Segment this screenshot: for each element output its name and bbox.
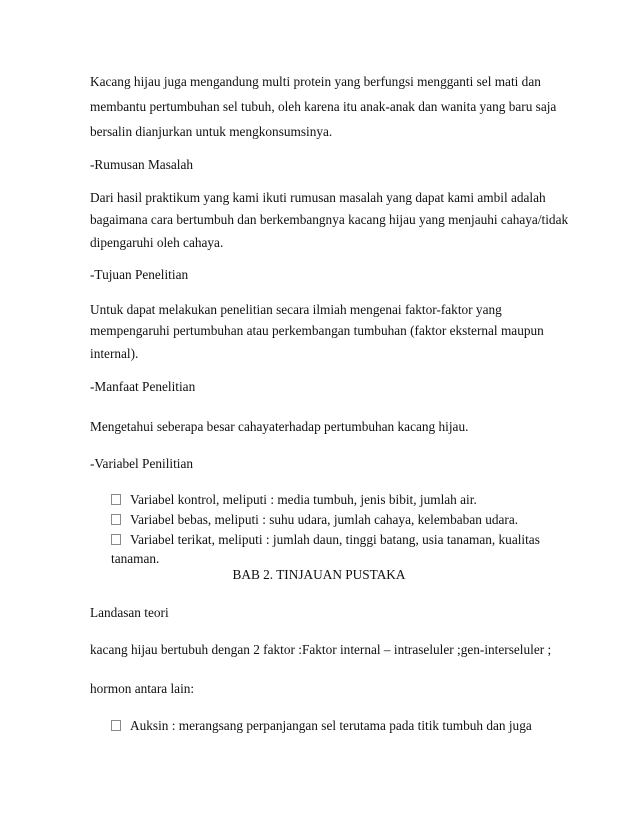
- paragraph-line: Dari hasil praktikum yang kami ikuti rumusan masalah yang dapat kami ambil adalah: [90, 190, 546, 205]
- list-item: [111, 718, 532, 734]
- paragraph-line: internal).: [90, 346, 139, 361]
- paragraph-line: bersalin dianjurkan untuk mengkonsumsinya.: [90, 124, 333, 139]
- bullet-box-icon: [111, 514, 121, 525]
- list-item: [111, 492, 477, 508]
- paragraph-line: mempengaruhi pertumbuhan atau perkembangan tumbuhan (faktor eksternal maupun: [90, 323, 544, 338]
- paragraph-line: Kacang hijau juga mengandung multi protein yang berfungsi mengganti sel mati dan: [90, 74, 541, 89]
- section-heading-rumusan: -Rumusan Masalah: [90, 157, 194, 172]
- section-heading-tujuan: -Tujuan Penelitian: [90, 267, 189, 282]
- bullet-box-icon: [111, 534, 121, 545]
- paragraph-line: dipengaruhi oleh cahaya.: [90, 235, 224, 250]
- list-item-text: Variabel terikat, meliputi : jumlah daun, tinggi batang, usia tanaman, kualitas: [130, 532, 540, 547]
- bullet-box-icon: [111, 494, 121, 505]
- paragraph-line: Untuk dapat melakukan penelitian secara ilmiah mengenai faktor-faktor yang: [90, 302, 502, 317]
- list-item-continuation: tanaman.: [111, 551, 160, 566]
- list-item: [111, 532, 540, 548]
- list-item-text: Variabel bebas, meliputi : suhu udara, jumlah cahaya, kelembaban udara.: [130, 512, 519, 527]
- section-heading-variabel: -Variabel Penilitian: [90, 456, 194, 471]
- bullet-box-icon: [111, 720, 121, 731]
- paragraph-line: bagaimana cara bertumbuh dan berkembangnya kacang hijau yang menjauhi cahaya/tidak: [90, 212, 569, 227]
- section-heading-manfaat: -Manfaat Penelitian: [90, 379, 196, 394]
- section-heading-landasan: Landasan teori: [90, 605, 169, 620]
- paragraph-line: Mengetahui seberapa besar cahayaterhadap pertumbuhan kacang hijau.: [90, 419, 469, 434]
- list-item-text: Variabel kontrol, meliputi : media tumbuh, jenis bibit, jumlah air.: [130, 492, 477, 507]
- chapter-title: BAB 2. TINJAUAN PUSTAKA: [232, 567, 406, 582]
- list-item-text: Auksin : merangsang perpanjangan sel terutama pada titik tumbuh dan juga: [130, 718, 532, 733]
- paragraph-line: membantu pertumbuhan sel tubuh, oleh karena itu anak-anak dan wanita yang baru saja: [90, 99, 557, 114]
- list-item: [111, 512, 518, 528]
- paragraph-line: kacang hijau bertubuh dengan 2 faktor :Faktor internal – intraseluler ;gen-interseluler ;: [90, 642, 552, 657]
- paragraph-line: hormon antara lain:: [90, 681, 195, 696]
